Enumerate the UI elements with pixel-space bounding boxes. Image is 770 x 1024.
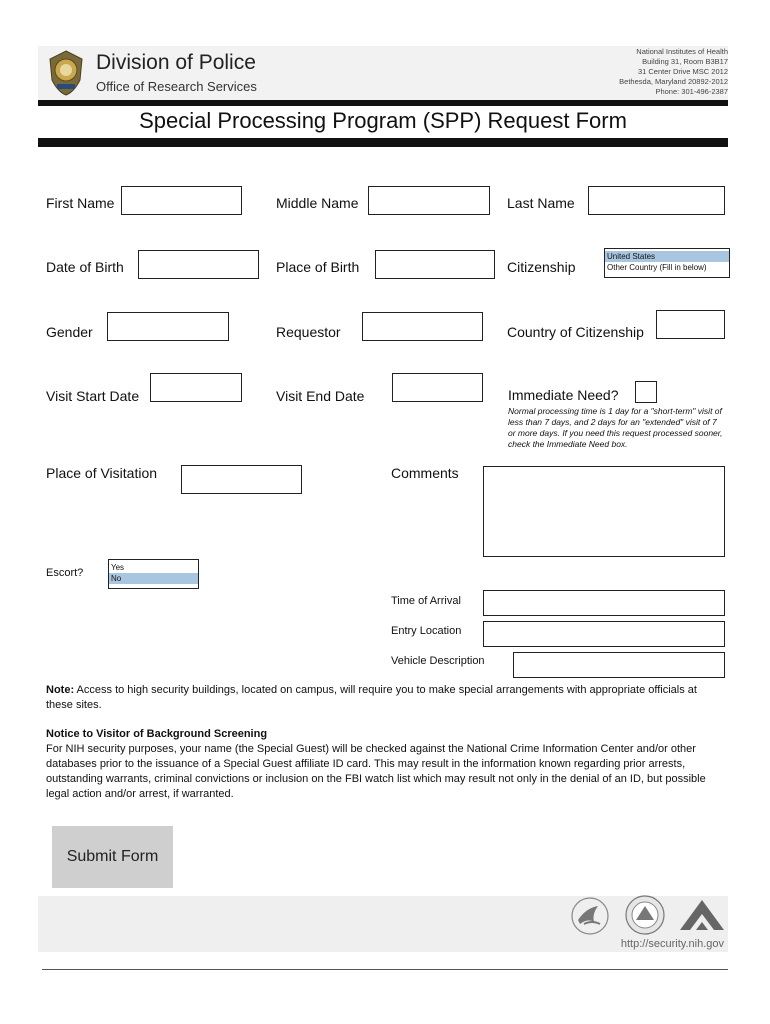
escort-label: Escort?: [46, 567, 84, 579]
pob-label: Place of Birth: [276, 259, 360, 275]
citizenship-label: Citizenship: [507, 259, 576, 275]
citizenship-listbox[interactable]: [604, 248, 730, 278]
form-title: Special Processing Program (SPP) Request Form: [139, 108, 627, 133]
middle-name-field[interactable]: [368, 186, 490, 215]
vehicle-description-label: Vehicle Description: [391, 655, 485, 667]
last-name-label: Last Name: [507, 195, 575, 211]
country-citizenship-field[interactable]: [656, 310, 725, 339]
citizenship-option-us[interactable]: United States: [605, 251, 729, 262]
security-note: [46, 683, 726, 713]
immediate-need-checkbox[interactable]: [635, 381, 657, 403]
escort-option-no[interactable]: No: [109, 573, 198, 584]
header-rule: [38, 100, 728, 106]
dob-field[interactable]: [138, 250, 259, 279]
first-name-label: First Name: [46, 195, 115, 211]
entry-location-field[interactable]: [483, 621, 725, 647]
notice-heading: Notice to Visitor of Background Screening: [46, 728, 268, 740]
dob-label: Date of Birth: [46, 259, 124, 275]
address-line: Building 31, Room B3B17: [642, 57, 728, 66]
country-citizenship-label: Country of Citizenship: [507, 324, 644, 340]
last-name-field[interactable]: [588, 186, 725, 215]
middle-name-label: Middle Name: [276, 195, 359, 211]
hhs-eagle-icon: [568, 894, 612, 938]
address-line: National Institutes of Health: [636, 47, 728, 56]
escort-listbox[interactable]: [108, 559, 199, 589]
nih-logo-icon: [678, 898, 726, 932]
address-line: 31 Center Drive MSC 2012: [637, 67, 728, 76]
place-visitation-field[interactable]: [181, 465, 302, 494]
time-arrival-label: Time of Arrival: [391, 595, 461, 607]
footer-rule: [42, 969, 728, 970]
address-block: [619, 47, 728, 97]
pob-field[interactable]: [375, 250, 495, 279]
submit-button[interactable]: Submit Form: [52, 826, 173, 888]
entry-location-label: Entry Location: [391, 625, 462, 637]
immediate-need-label: Immediate Need?: [508, 387, 619, 403]
visit-end-field[interactable]: [392, 373, 483, 402]
org-subtitle: Office of Research Services: [96, 79, 257, 94]
footer-url[interactable]: http://security.nih.gov: [620, 938, 724, 950]
citizenship-option-other[interactable]: Other Country (Fill in below): [607, 263, 707, 272]
notice-text: For NIH security purposes, your name (the Special Guest) will be checked against the National Crime Information Center and/or other databases prior to the issuance of a Special Guest affiliate ID card. This may result in the information known regarding prior arrests, outstanding warrants, criminal convictions or inclusion on the FBI watch list which may result not only in the denial of an ID, but possible legal action and/or arrest, if warranted.: [46, 743, 706, 800]
gender-label: Gender: [46, 324, 93, 340]
visit-end-label: Visit End Date: [276, 388, 365, 404]
time-arrival-field[interactable]: [483, 590, 725, 616]
immediate-need-note: Normal processing time is 1 day for a "short-term" visit of less than 7 days, and 2 days for an "extended" visit of 7 or more days. If you need this request processed sooner, check the Immediate Need box.: [508, 406, 723, 449]
requestor-field[interactable]: [362, 312, 483, 341]
vehicle-description-field[interactable]: [513, 652, 725, 678]
comments-textarea[interactable]: [483, 466, 725, 557]
first-name-field[interactable]: [121, 186, 242, 215]
comments-label: Comments: [391, 465, 459, 481]
address-line: Phone: 301-496-2387: [655, 87, 728, 96]
note-text: Access to high security buildings, located on campus, will require you to make special arrangements with appropriate officials at these sites.: [46, 684, 697, 711]
gender-field[interactable]: [107, 312, 229, 341]
nih-seal-icon: [624, 894, 666, 936]
title-rule: [38, 138, 728, 147]
address-line: Bethesda, Maryland 20892-2012: [619, 77, 728, 86]
requestor-label: Requestor: [276, 324, 341, 340]
org-title: Division of Police: [96, 51, 256, 74]
visit-start-label: Visit Start Date: [46, 388, 140, 404]
place-visitation-label: Place of Visitation: [46, 465, 158, 481]
visit-start-field[interactable]: [150, 373, 242, 402]
escort-option-yes[interactable]: Yes: [111, 563, 125, 572]
police-badge-icon: [48, 50, 84, 96]
note-label: Note:: [46, 684, 75, 696]
